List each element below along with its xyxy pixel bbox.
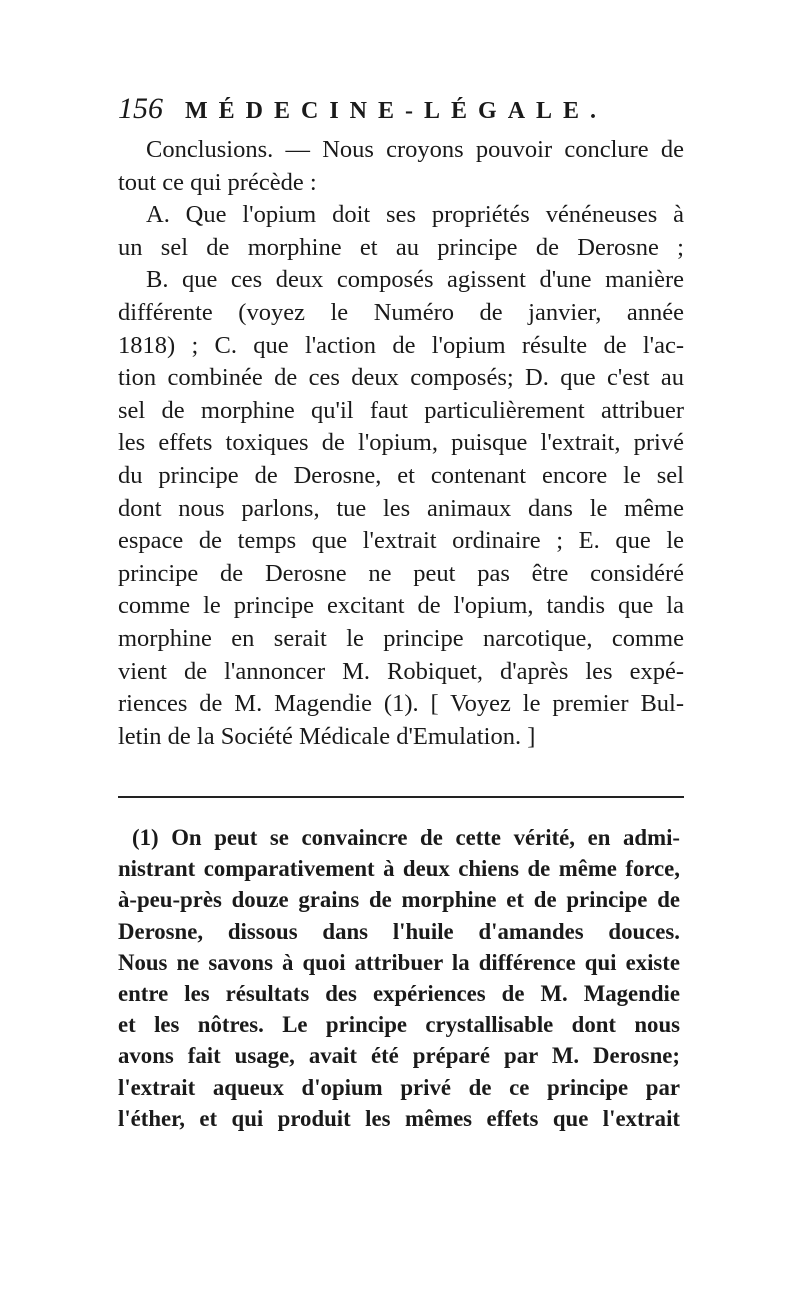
footnote (118, 822, 680, 1134)
text-line: différente (voyez le Numéro de janvier, année (118, 298, 684, 326)
footnote-separator (118, 796, 684, 798)
footnote-line: et les nôtres. Le principe crystallisable dont nous (118, 1012, 680, 1038)
running-head: MÉDECINE-LÉGALE. (185, 98, 608, 124)
footnote-line: Nous ne savons à quoi attribuer la différence qui existe (118, 949, 680, 975)
text-line: 1818) ; C. que l'action de l'opium résulte de l'ac- (118, 331, 684, 359)
text-line: tout ce qui précède : (118, 168, 317, 196)
text-line: Conclusions. — Nous croyons pouvoir conclure de (146, 136, 684, 163)
footnote-line: l'éther, et qui produit les mêmes effets que l'extrait (118, 1105, 680, 1131)
text-line: tion combinée de ces deux composés; D. que c'est au (118, 364, 684, 392)
footnote-line: (1) On peut se convaincre de cette vérité, en admi- (132, 825, 680, 850)
footnote-line: nistrant comparativement à deux chiens de même force, (118, 856, 680, 882)
text-line: espace de temps que l'extrait ordinaire ; E. que le (118, 527, 684, 555)
text-line: morphine en serait le principe narcotique, comme (118, 624, 684, 652)
text-line: comme le principe excitant de l'opium, tandis que la (118, 592, 684, 620)
footnote-line: entre les résultats des expériences de M. Magendie (118, 980, 680, 1006)
text-line: les effets toxiques de l'opium, puisque l'extrait, privé (118, 429, 684, 457)
page-number: 156 (118, 92, 163, 125)
text-line: riences de M. Magendie (1). [ Voyez le premier Bul- (118, 690, 684, 718)
text-line: un sel de morphine et au principe de Derosne ; (118, 233, 684, 261)
text-line: vient de l'annoncer M. Robiquet, d'après les expé- (118, 657, 684, 685)
text-line: letin de la Société Médicale d'Emulation. ] (118, 722, 536, 750)
main-text (118, 134, 684, 753)
text-line: B. que ces deux composés agissent d'une manière (146, 266, 684, 294)
text-line: du principe de Derosne, et contenant encore le sel (118, 461, 684, 489)
page-header (118, 92, 688, 132)
text-line: dont nous parlons, tue les animaux dans le même (118, 494, 684, 522)
text-line: principe de Derosne ne peut pas être considéré (118, 559, 684, 587)
footnote-line: avons fait usage, avait été préparé par M. Derosne; (118, 1043, 680, 1069)
footnote-line: à-peu-près douze grains de morphine et de principe de (118, 887, 680, 913)
footnote-line: Derosne, dissous dans l'huile d'amandes douces. (118, 918, 680, 944)
footnote-line: l'extrait aqueux d'opium privé de ce principe par (118, 1074, 680, 1100)
text-line: sel de morphine qu'il faut particulièrement attribuer (118, 396, 684, 424)
text-line: A. Que l'opium doit ses propriétés vénéneuses à (146, 201, 684, 229)
